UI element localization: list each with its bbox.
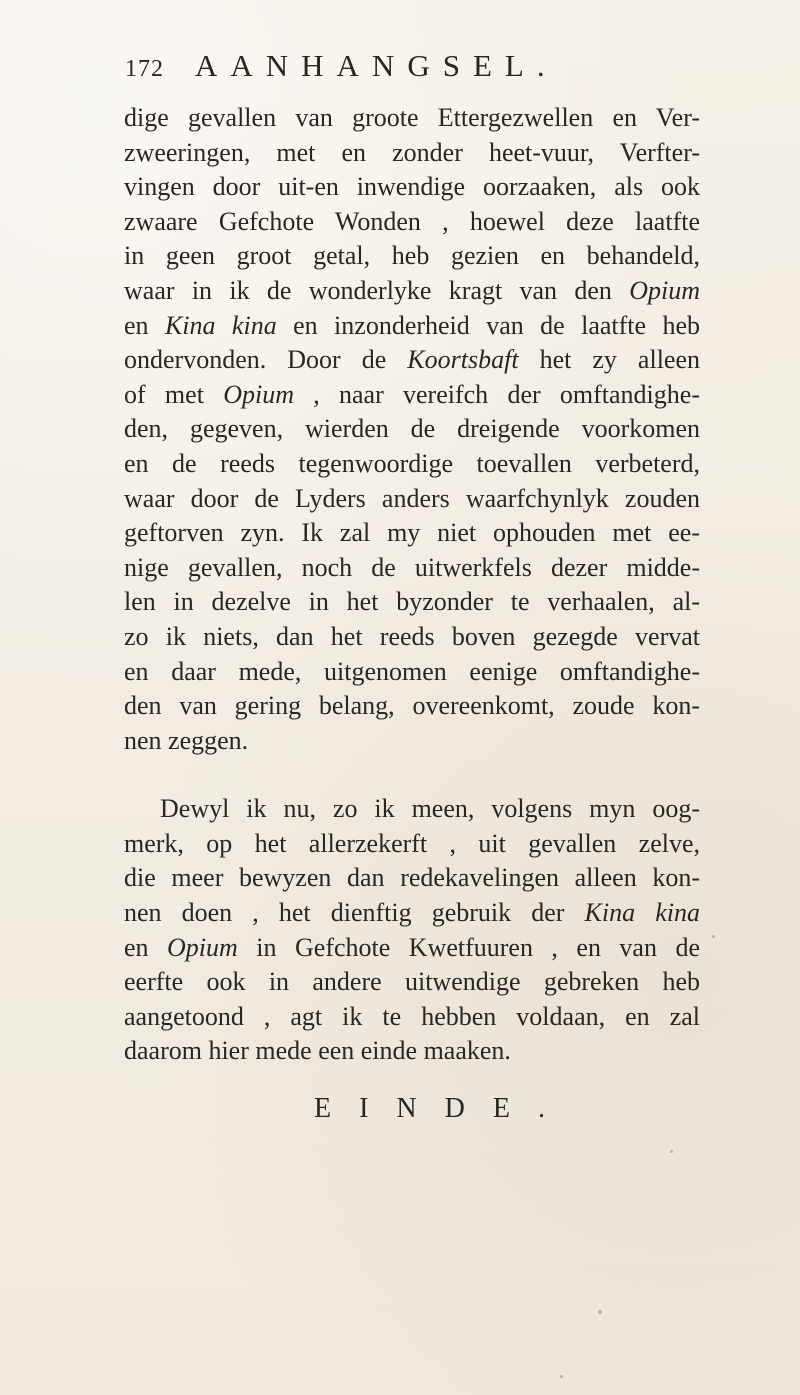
text-line — [124, 205, 700, 240]
text-line — [124, 378, 700, 413]
text-line — [124, 1034, 700, 1069]
running-title: AANHANGSEL. — [195, 48, 558, 83]
text-run: in geen groot getal, heb gezien en behandeld, — [124, 241, 700, 271]
text-run: nige gevallen, noch de uitwerkfels dezer midde- — [124, 552, 700, 582]
text-line — [124, 516, 700, 551]
text-run: of met — [124, 379, 224, 409]
italic-term: Kina kina — [164, 310, 277, 340]
italic-term: Opium — [167, 932, 238, 962]
text-line — [124, 343, 700, 378]
text-line — [124, 274, 700, 309]
text-run: ondervonden. Door de — [124, 345, 408, 375]
text-run: len in dezelve in het byzonder te verhaalen, al- — [124, 587, 700, 617]
text-line — [124, 170, 700, 205]
italic-term: Opium — [223, 379, 294, 409]
text-line — [124, 724, 700, 759]
page-header — [125, 48, 685, 90]
text-run: merk, op het allerzekerft , uit gevallen zelve, — [124, 828, 700, 858]
text-run: waar door de Lyders anders waarfchynlyk zouden — [124, 483, 700, 513]
text-run: daarom hier mede een einde maaken. — [124, 1036, 511, 1066]
text-run: in Gefchote Kwetfuuren , en van de — [237, 932, 700, 962]
text-line — [124, 689, 700, 724]
page-number: 172 — [125, 56, 164, 82]
text-line — [124, 827, 700, 862]
text-run: waar in ik de wonderlyke kragt van den — [124, 275, 630, 305]
text-run: dige gevallen van groote Ettergezwellen en Ver- — [124, 103, 700, 132]
text-line — [124, 931, 700, 966]
closing-word: EINDE. — [314, 1093, 573, 1124]
text-run: geftorven zyn. Ik zal my niet ophouden met ee- — [124, 518, 700, 548]
text-line — [124, 965, 700, 1000]
text-run: en — [124, 310, 165, 340]
text-line — [124, 655, 700, 690]
text-line — [124, 620, 700, 655]
paper-speck — [560, 1375, 563, 1378]
text-line — [124, 412, 700, 447]
text-run: nen doen , het dienftig gebruik der — [124, 898, 585, 928]
text-run: en de reeds tegenwoordige toevallen verbeterd, — [124, 448, 700, 478]
text-line — [124, 585, 700, 620]
text-run: aangetoond , agt ik te hebben voldaan, en zal — [124, 1001, 700, 1031]
text-run: den, gegeven, wierden de dreigende voorkomen — [124, 414, 700, 444]
italic-term: Opium — [629, 275, 700, 305]
text-run: zo ik niets, dan het reeds boven gezegde vervat — [124, 621, 700, 651]
paper-speck — [712, 935, 715, 938]
text-run: die meer bewyzen dan redekavelingen alleen kon- — [124, 863, 700, 893]
text-line — [124, 482, 700, 517]
text-run: den van gering belang, overeenkomt, zoude kon- — [124, 691, 700, 721]
text-line — [124, 792, 700, 827]
text-run: en — [124, 932, 168, 962]
text-run: en inzonderheid van de laatfte heb — [276, 310, 700, 340]
text-run: het zy alleen — [518, 345, 700, 375]
text-line — [124, 896, 700, 931]
text-line — [124, 136, 700, 171]
paragraph-gap — [124, 758, 700, 792]
text-line — [124, 309, 700, 344]
text-line — [124, 447, 700, 482]
paper-speck — [598, 1310, 602, 1314]
italic-term: Koortsbaft — [407, 345, 519, 375]
text-run: en daar mede, uitgenomen eenige omftandighe- — [124, 656, 700, 686]
text-run: vingen door uit-en inwendige oorzaaken, als ook — [124, 172, 700, 202]
text-run: eerfte ook in andere uitwendige gebreken heb — [124, 967, 700, 997]
text-run: zwaare Gefchote Wonden , hoewel deze laatfte — [124, 206, 700, 236]
body-text — [124, 101, 700, 1069]
text-line — [124, 1000, 700, 1035]
text-run: Dewyl ik nu, zo ik meen, volgens myn oog- — [160, 794, 700, 824]
text-line — [124, 239, 700, 274]
text-run: zweeringen, met en zonder heet-vuur, Verfter- — [124, 137, 700, 167]
text-line — [124, 861, 700, 896]
text-run: , naar vereifch der omftandighe- — [293, 379, 700, 409]
text-run: nen zeggen. — [124, 725, 249, 755]
italic-term: Kina kina — [584, 898, 700, 928]
text-line — [124, 101, 700, 136]
paper-speck — [670, 1150, 673, 1153]
text-line — [124, 551, 700, 586]
